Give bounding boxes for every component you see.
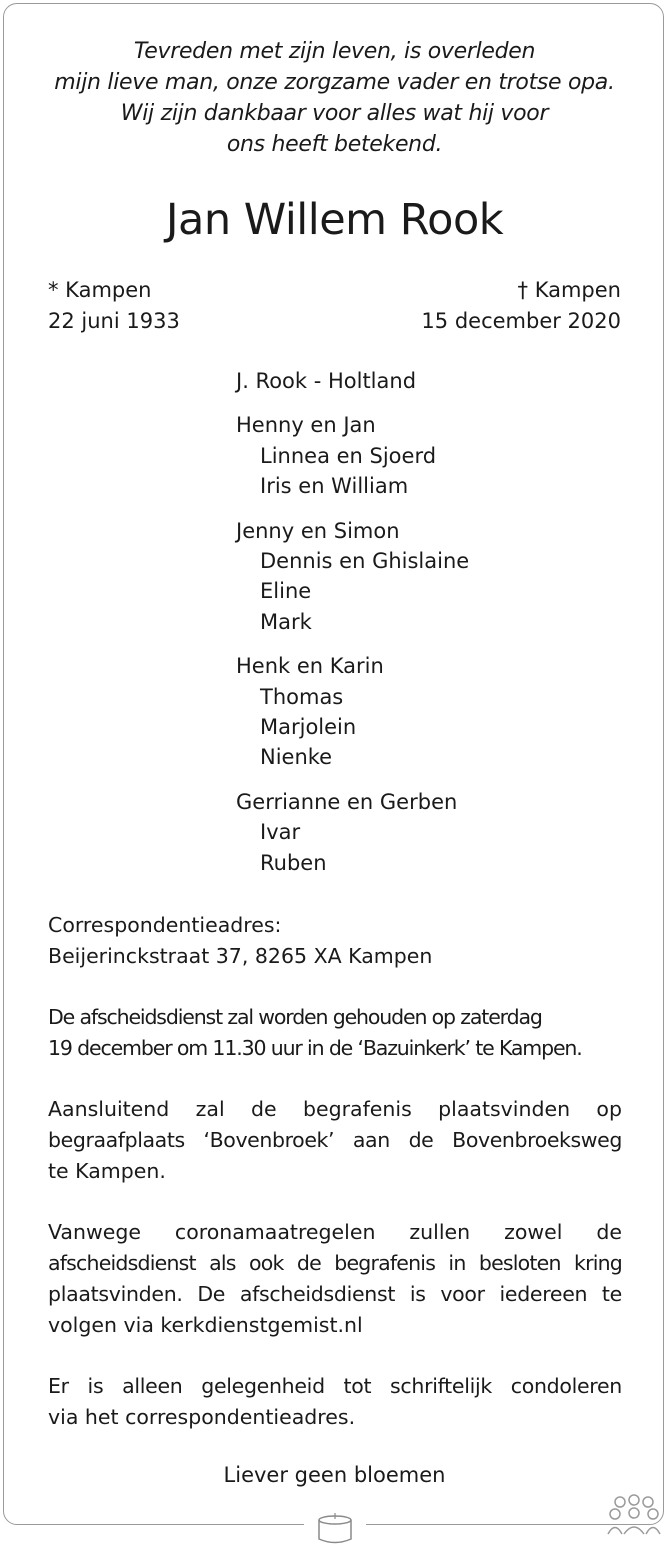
grandchild: Ruben (260, 850, 327, 875)
service-block (48, 1002, 622, 1064)
death-place: † Kampen (517, 278, 621, 302)
notice-body (48, 910, 622, 1463)
intro-line: mijn lieve man, onze zorgzame vader en trotse opa. (54, 70, 615, 95)
burial-line: begraafplaats ‘Bovenbroek’ aan de Bovenbroeksweg (48, 1128, 622, 1152)
corona-line: Vanwege coronamaatregelen zullen zowel de (48, 1220, 622, 1244)
corona-block (48, 1217, 622, 1341)
intro-line: ons heeft betekend. (226, 132, 443, 157)
people-group-icon[interactable] (606, 1494, 662, 1536)
family-group (236, 366, 469, 396)
family-member: Henny en Jan (236, 413, 376, 438)
family-list (236, 366, 469, 892)
family-member: Gerrianne en Gerben (236, 789, 458, 814)
grandchild: Linnea en Sjoerd (260, 443, 437, 468)
intro-line: Tevreden met zijn leven, is overleden (133, 39, 536, 64)
corona-line: plaatsvinden. De afscheidsdienst is voor iedereen te (48, 1282, 622, 1306)
burial-line: te Kampen. (48, 1159, 166, 1183)
birth-place: * Kampen (48, 278, 152, 302)
condolence-line: via het correspondentieadres. (48, 1405, 356, 1429)
grandchild: Thomas (260, 684, 344, 709)
family-member: J. Rook - Holtland (236, 369, 417, 393)
correspondence-block (48, 910, 622, 972)
deceased-name: Jan Willem Rook (165, 195, 504, 245)
grandchild: Dennis en Ghislaine (260, 549, 470, 574)
family-member: Henk en Karin (236, 654, 384, 679)
grandchild: Nienke (260, 745, 333, 770)
candle-icon[interactable] (304, 1511, 366, 1551)
birth-date: 22 juni 1933 (48, 309, 180, 333)
family-member: Jenny en Simon (236, 518, 400, 543)
correspondence-label: Correspondentieadres: (48, 913, 282, 937)
corona-line: volgen via kerkdienstgemist.nl (48, 1313, 363, 1337)
grandchild: Iris en William (260, 474, 409, 499)
closing-note: Liever geen bloemen (223, 1463, 446, 1487)
condolence-line: Er is alleen gelegenheid tot schriftelijk condoleren (48, 1374, 622, 1398)
grandchild: Eline (260, 579, 312, 604)
corona-line: afscheidsdienst als ook de begrafenis in besloten kring (48, 1251, 622, 1275)
death-date: 15 december 2020 (421, 309, 621, 333)
intro-text (0, 36, 669, 160)
footer (0, 1505, 669, 1551)
family-group (236, 787, 469, 878)
family-group (236, 651, 469, 773)
family-group (236, 516, 469, 638)
birth-info (48, 275, 180, 337)
burial-block (48, 1094, 622, 1187)
grandchild: Marjolein (260, 715, 357, 740)
family-group (236, 410, 469, 501)
condolence-block (48, 1371, 622, 1433)
service-line: De afscheidsdienst zal worden gehouden op zaterdag (48, 1005, 542, 1029)
correspondence-address: Beijerinckstraat 37, 8265 XA Kampen (48, 944, 433, 968)
intro-line: Wij zijn dankbaar voor alles wat hij voor (120, 101, 549, 126)
service-line: 19 december om 11.30 uur in de ‘Bazuinkerk’ te Kampen. (48, 1036, 582, 1060)
death-info (421, 275, 621, 337)
burial-line: Aansluitend zal de begrafenis plaatsvinden op (48, 1097, 622, 1121)
grandchild: Mark (260, 609, 312, 634)
grandchild: Ivar (260, 820, 301, 845)
